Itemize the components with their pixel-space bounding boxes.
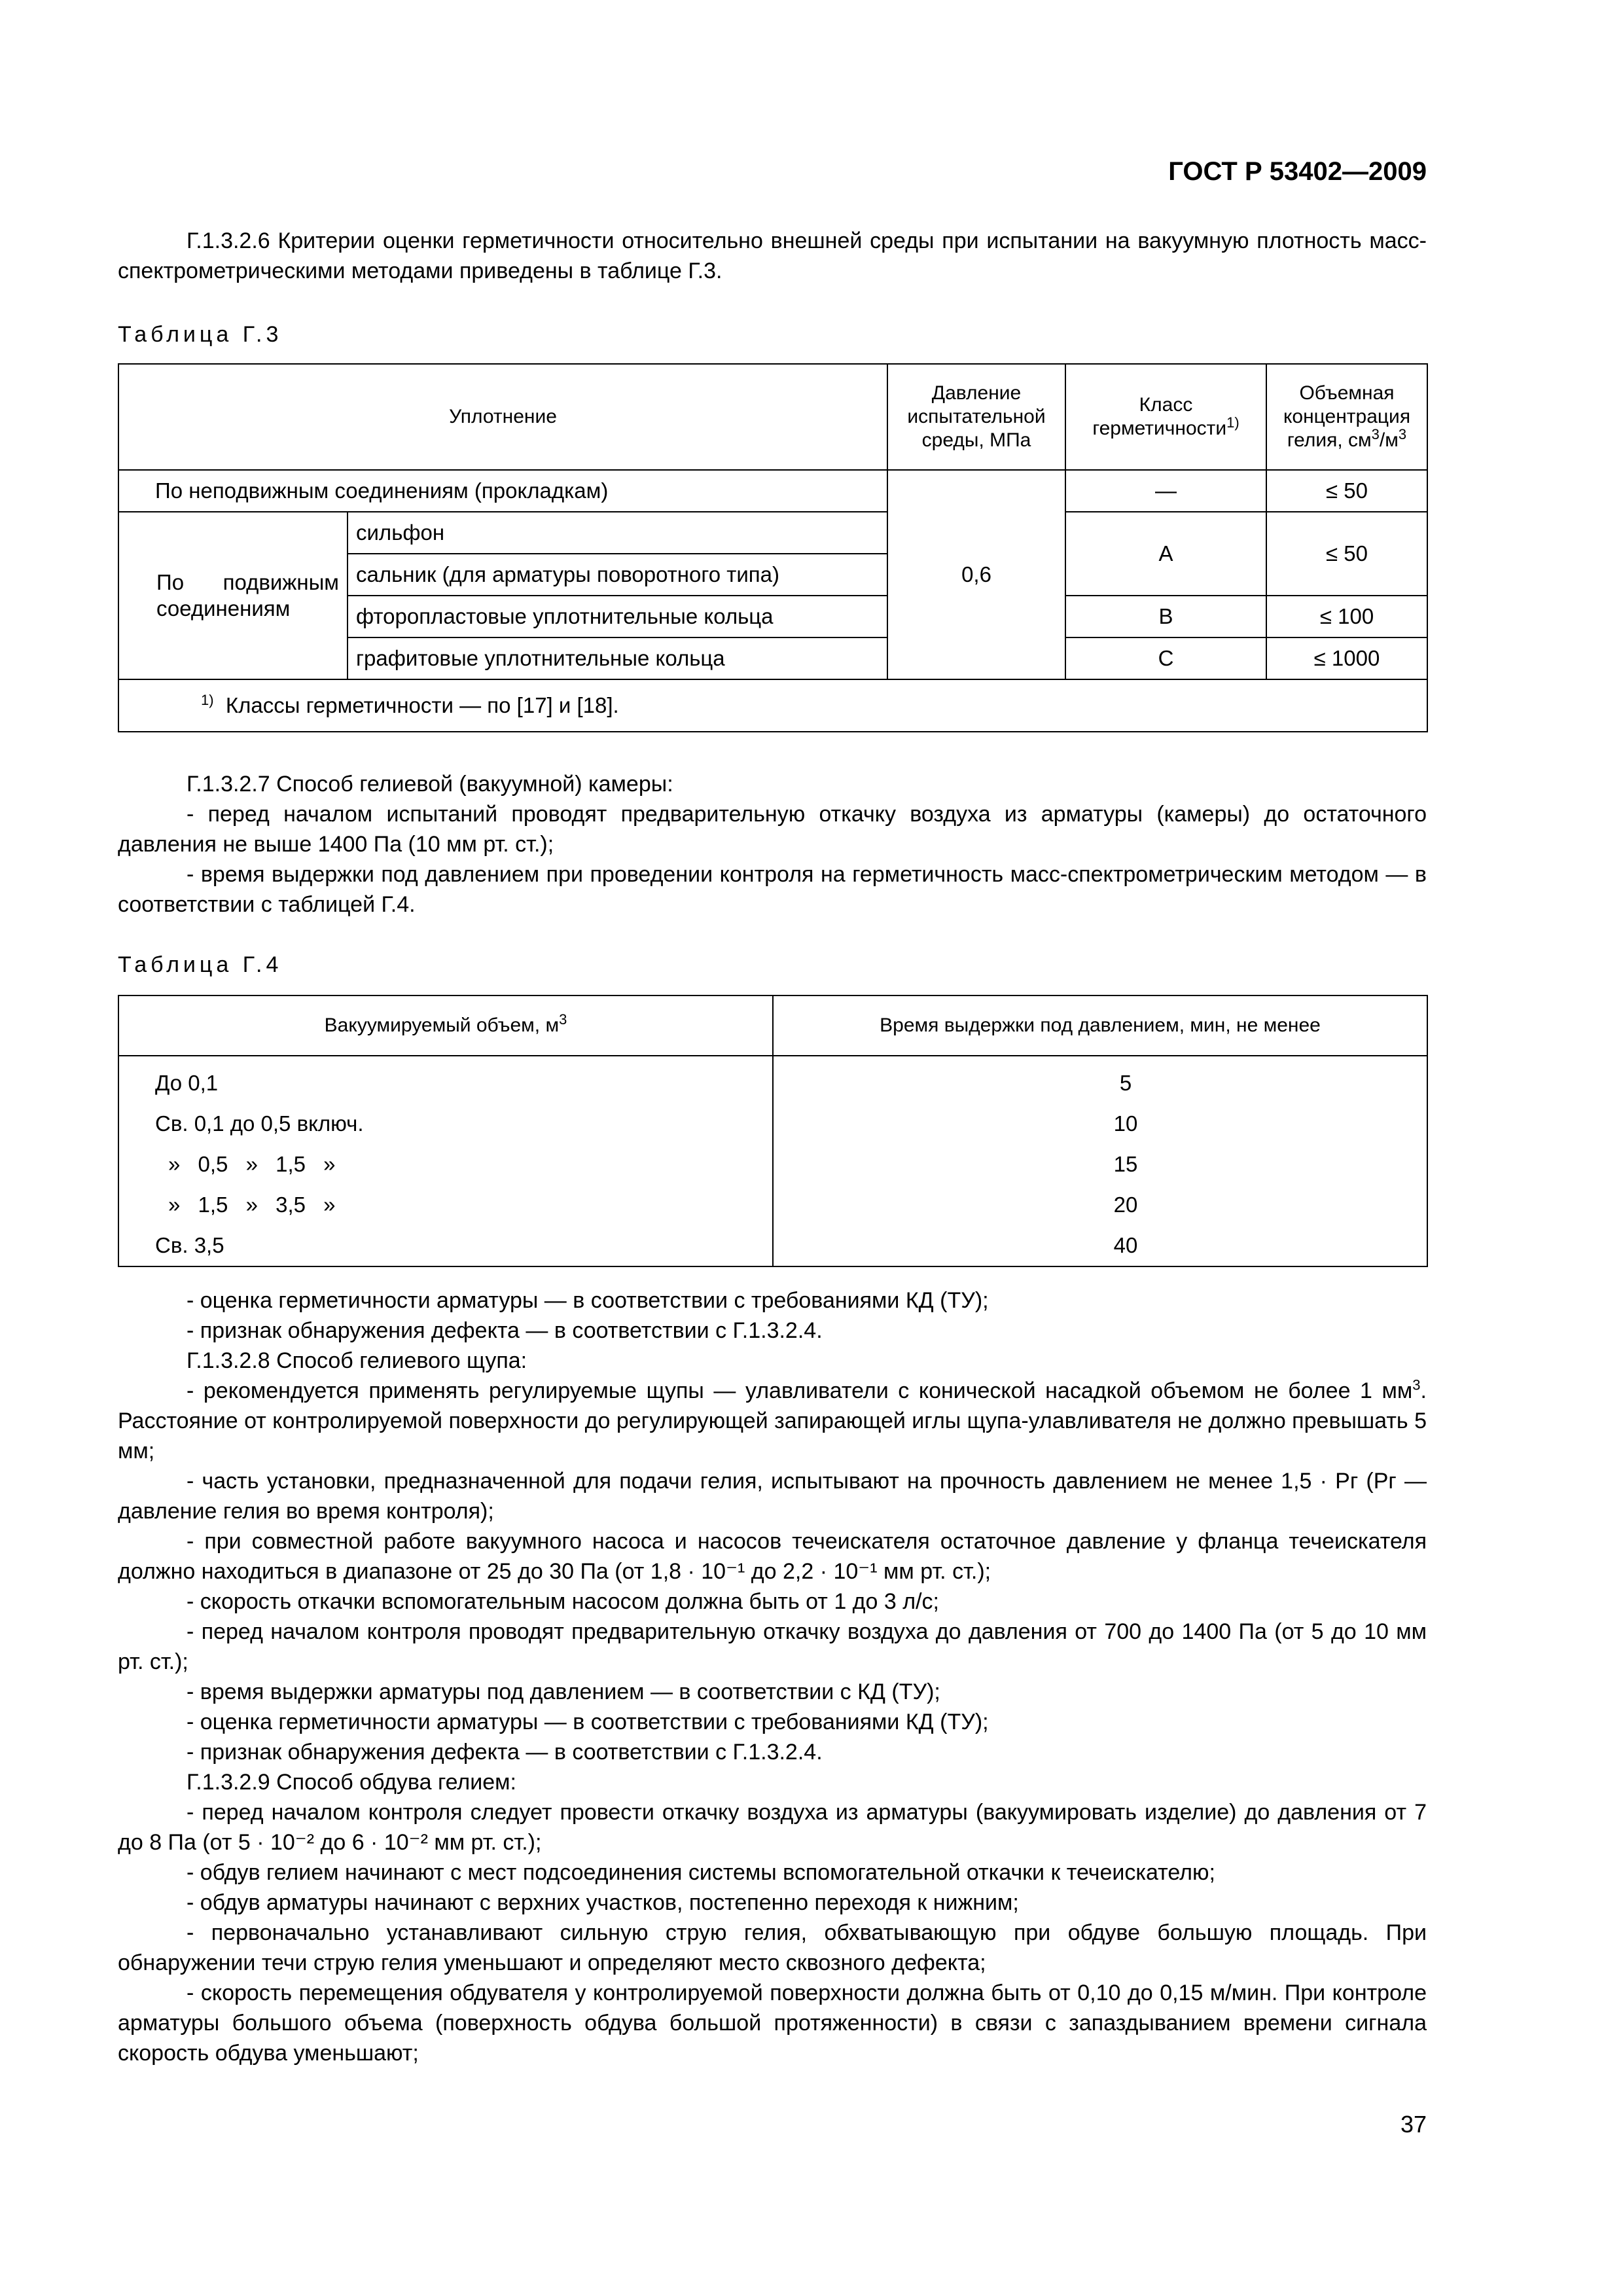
section-g13229-item4: - первоначально устанавливают сильную струю гелия, обхватывающую при обдуве большую площадь. При обнаружении течи струю гелия уменьшают и определяют место сквозного дефекта; (118, 1920, 1427, 1975)
section-g13228-item8: - признак обнаружения дефекта — в соответствии с Г.1.3.2.4. (187, 1740, 823, 1765)
section-g13229-title: Г.1.3.2.9 Способ обдува гелием: (187, 1770, 516, 1795)
cell-time: 15 (773, 1144, 1427, 1185)
table-footnote-row (118, 679, 1427, 732)
header-seal: Уплотнение (118, 364, 887, 470)
cell-pressure-value: 0,6 (887, 470, 1065, 679)
after-table4-item1: - оценка герметичности арматуры — в соответствии с требованиями КД (ТУ); (187, 1288, 989, 1313)
table-g4 (118, 995, 1428, 1267)
table-row (118, 1185, 1427, 1225)
section-g13227-item2: - время выдержки под давлением при проведении контроля на герметичность масс-спектрометрическим методом — в соответствии с таблицей Г.4. (118, 862, 1427, 917)
cell-class-c: С (1065, 637, 1266, 679)
table-row (118, 1144, 1427, 1185)
cell-fixed-conc: ≤ 50 (1266, 470, 1427, 512)
cell-volume: » 0,5 » 1,5 » (118, 1144, 773, 1185)
header-pressure: Давление испытательной среды, МПа (887, 364, 1065, 470)
section-g13229-item2: - обдув гелием начинают с мест подсоединения системы вспомогательной откачки к течеискателю; (187, 1860, 1215, 1885)
table-g4-caption: Таблица Г.4 (118, 952, 283, 977)
cell-volume: До 0,1 (118, 1056, 773, 1103)
table-row (118, 512, 1427, 554)
header-class: Класс герметичности$^{1)}$ (1065, 364, 1266, 470)
table-header-row (118, 364, 1427, 470)
cell-volume: » 1,5 » 3,5 » (118, 1185, 773, 1225)
cell-gland: сальник (для арматуры поворотного типа) (348, 554, 887, 596)
table-g3-caption: Таблица Г.3 (118, 322, 283, 347)
cell-conc-a: ≤ 50 (1266, 512, 1427, 596)
section-g13228-title: Г.1.3.2.8 Способ гелиевого щупа: (187, 1348, 527, 1373)
section-g13227-title: Г.1.3.2.7 Способ гелиевой (вакуумной) камеры: (187, 772, 673, 797)
section-g13227-item1: - перед началом испытаний проводят предварительную откачку воздуха из арматуры (камеры) до остаточного давления не выше 1400 Па (10 мм рт. ст.); (118, 802, 1427, 857)
header-volume-vac: Вакуумируемый объем, $м^3$ (118, 996, 773, 1056)
section-g13228-item2: - часть установки, предназначенной для подачи гелия, испытывают на прочность давлением не менее 1,5 · Pг (Pг — давление гелия во время контроля); (118, 1469, 1427, 1524)
table-header-row (118, 996, 1427, 1056)
cell-fluoro: фторопластовые уплотнительные кольца (348, 596, 887, 637)
table-footnote: $^{1)}$ Классы герметичности — по [17] и [18]. (118, 679, 1427, 732)
cell-conc-b: ≤ 100 (1266, 596, 1427, 637)
header-hold-time: Время выдержки под давлением, мин, не менее (773, 996, 1427, 1056)
cell-volume: Св. 3,5 (118, 1225, 773, 1266)
cell-time: 10 (773, 1103, 1427, 1144)
cell-class-b: В (1065, 596, 1266, 637)
cell-time: 20 (773, 1185, 1427, 1225)
section-g13228-item4: - скорость откачки вспомогательным насосом должна быть от 1 до 3 л/с; (187, 1589, 939, 1614)
after-table4-item2: - признак обнаружения дефекта — в соответствии с Г.1.3.2.4. (187, 1318, 823, 1343)
header-volume: Объемная концентрация гелия, $см^3/м^3$ (1266, 364, 1427, 470)
cell-class-a: А (1065, 512, 1266, 596)
section-g13228-item5: - перед началом контроля проводят предварительную откачку воздуха до давления от 700 до 1400 Па (от 5 до 10 мм рт. ст.); (118, 1619, 1427, 1674)
table-row (118, 1103, 1427, 1144)
table-row (118, 470, 1427, 512)
section-g13228-item6: - время выдержки арматуры под давлением — в соответствии с КД (ТУ); (187, 1679, 940, 1704)
cell-time: 40 (773, 1225, 1427, 1266)
section-g13228-item3: - при совместной работе вакуумного насоса и насосов течеискателя остаточное давление у фланца течеискателя должно находиться в диапазоне от 25 до 30 Па (от 1,8 · 10⁻¹ до 2,2 · 10⁻¹ мм рт. ст.); (118, 1529, 1427, 1584)
section-g13228-item7: - оценка герметичности арматуры — в соответствии с требованиями КД (ТУ); (187, 1710, 989, 1734)
section-g13229-item3: - обдув арматуры начинают с верхних участков, постепенно переходя к нижним; (187, 1890, 1019, 1915)
page-number: 37 (1400, 2111, 1427, 2138)
cell-bellows: сильфон (348, 512, 887, 554)
section-g13229-item1: - перед началом контроля следует провести откачку воздуха из арматуры (вакуумировать изделие) до давления от 7 до 8 Па (от 5 · 10⁻² до 6 · 10⁻² мм рт. ст.); (118, 1800, 1427, 1855)
cell-fixed: По неподвижным соединениям (прокладкам) (118, 470, 887, 512)
cell-fixed-class: — (1065, 470, 1266, 512)
section-g13229-item5: - скорость перемещения обдувателя у контролируемой поверхности должна быть от 0,10 до 0,15 м/мин. При контроле арматуры большого объема (поверхность обдува большой протяженности) в связи с запаздыванием времени сигнала скорость обдува уменьшают; (118, 1981, 1427, 2066)
cell-time: 5 (773, 1056, 1427, 1103)
table-g3 (118, 363, 1428, 732)
cell-moving: По подвижным соединениям (118, 512, 348, 679)
cell-conc-c: ≤ 1000 (1266, 637, 1427, 679)
table-row (118, 1056, 1427, 1103)
table-row (118, 1225, 1427, 1266)
paragraph-g13226: Г.1.3.2.6 Критерии оценки герметичности относительно внешней среды при испытании на вакуумную плотность масс-спектрометрическими методами приведены в таблице Г.3. (118, 228, 1427, 283)
section-g13228-item1: - рекомендуется применять регулируемые щупы — улавливатели с конической насадкой объемом не более 1 $мм^3$. Расстояние от контролируемой поверхности до регулирующей запирающей иглы щупа-улавливателя не должно превышать 5 мм; (118, 1376, 1427, 1463)
cell-graphite: графитовые уплотнительные кольца (348, 637, 887, 679)
cell-volume: Св. 0,1 до 0,5 включ. (118, 1103, 773, 1144)
standard-designation: ГОСТ Р 53402—2009 (1168, 157, 1427, 186)
